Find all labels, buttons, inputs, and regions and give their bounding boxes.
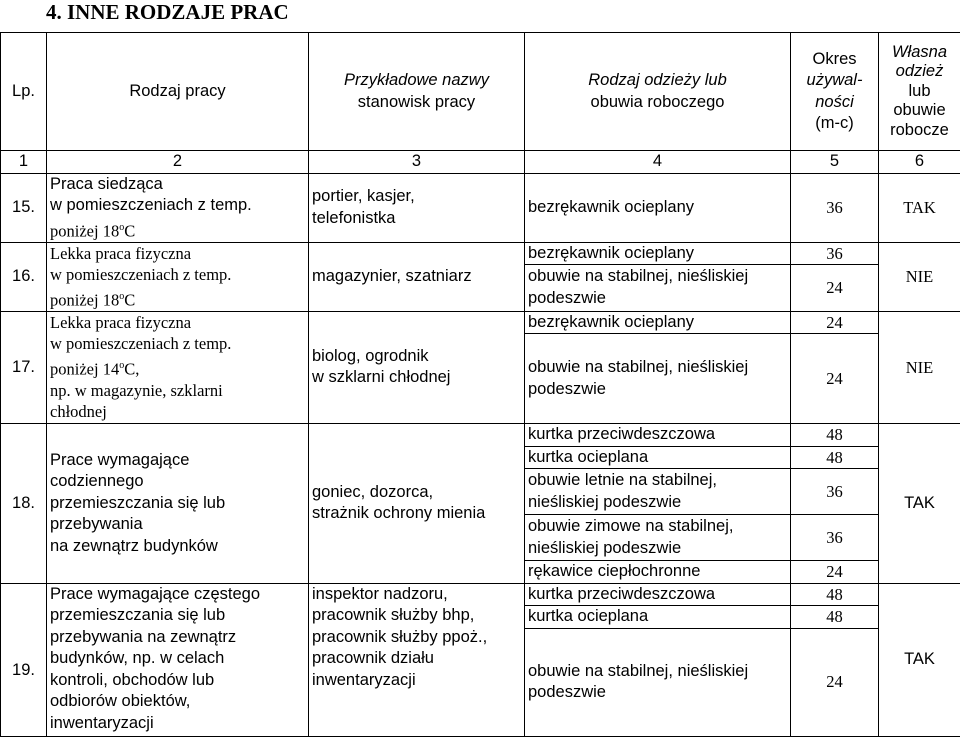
row-months: 36 <box>791 173 879 242</box>
row-months: 36 <box>791 469 879 515</box>
row-wlasna: TAK <box>879 173 960 242</box>
table-row <box>1 424 960 447</box>
rodzaj-line: chłodnej <box>50 402 107 422</box>
column-number-row <box>1 151 960 174</box>
header-wlasna-line: lub <box>908 81 931 100</box>
clothing-table <box>0 32 960 737</box>
row-lp: 17. <box>1 311 47 424</box>
table-row <box>1 242 960 265</box>
row-item: obuwie zimowe na stabilnej, nieśliskiej podeszwie <box>525 515 791 561</box>
rodzaj-line: inwentaryzacji <box>50 713 154 732</box>
header-okres <box>791 33 879 151</box>
header-odziez-line: obuwia roboczego <box>590 92 725 111</box>
rodzaj-line: przemieszczania się lub <box>50 493 226 512</box>
row-wlasna: TAK <box>879 583 960 736</box>
table-row <box>1 173 960 242</box>
stanowisko-line: strażnik ochrony mienia <box>312 504 486 523</box>
row-item: bezrękawnik ocieplany <box>525 311 791 334</box>
stanowisko-line: biolog, ogrodnik <box>312 346 429 365</box>
row-item: kurtka przeciwdeszczowa <box>525 583 791 606</box>
stanowisko-line: pracownik służby ppoż., <box>312 627 488 646</box>
row-months: 48 <box>791 583 879 606</box>
stanowisko-line: portier, kasjer, <box>312 187 415 205</box>
row-lp: 16. <box>1 242 47 311</box>
stanowisko-line: inwentaryzacji <box>312 670 416 689</box>
rodzaj-temp: poniżej 14 <box>50 359 120 379</box>
row-stanowiska <box>309 424 525 584</box>
header-stanowiska-line: stanowisk pracy <box>357 92 476 111</box>
rodzaj-line: Praca siedząca <box>50 174 163 193</box>
rodzaj-line: odbiorów obiektów, <box>50 692 191 710</box>
header-odziez-line: Rodzaj odzieży lub <box>588 71 727 89</box>
rodzaj-unit: C <box>124 221 136 240</box>
rodzaj-unit: C <box>124 290 136 309</box>
row-item: bezrękawnik ocieplany <box>525 242 791 265</box>
row-lp: 19. <box>1 583 47 736</box>
stanowisko-line: inspektor nadzoru, <box>312 584 448 603</box>
header-odziez <box>525 33 791 151</box>
rodzaj-line: w pomieszczeniach z temp. <box>50 334 232 354</box>
row-rodzaj <box>47 311 309 424</box>
header-wlasna-line: robocze <box>890 120 949 139</box>
row-rodzaj <box>47 242 309 311</box>
stanowisko-line: goniec, dozorca, <box>312 482 434 501</box>
stanowisko-line: telefonistka <box>312 208 396 227</box>
rodzaj-line: na zewnątrz budynków <box>50 536 218 555</box>
row-stanowiska: magazynier, szatniarz <box>309 242 525 311</box>
rodzaj-temp: poniżej 18 <box>50 290 120 309</box>
stanowisko-line: pracownik działu <box>312 649 434 667</box>
row-item: bezrękawnik ocieplany <box>525 173 791 242</box>
header-okres-line: ności <box>815 92 854 111</box>
row-months: 36 <box>791 515 879 561</box>
header-stanowiska-line: Przykładowe nazwy <box>344 71 489 89</box>
table-row <box>1 583 960 606</box>
header-wlasna-line: Własna <box>891 42 948 61</box>
header-rodzaj-pracy: Rodzaj pracy <box>47 33 309 151</box>
rodzaj-line: przemieszczania się lub <box>50 606 226 624</box>
row-wlasna: NIE <box>879 242 960 311</box>
header-stanowiska <box>309 33 525 151</box>
header-wlasna-line: odzież <box>895 62 944 81</box>
rodzaj-line: Prace wymagające częstego <box>50 584 261 603</box>
row-months: 48 <box>791 446 879 469</box>
rodzaj-line: poniżej 18$^o$C <box>50 221 136 240</box>
row-lp: 15. <box>1 173 47 242</box>
stanowisko-line: pracownik służby bhp, <box>312 606 475 624</box>
header-okres-line: używal- <box>806 71 863 89</box>
row-months: 24 <box>791 311 879 334</box>
rodzaj-line: Prace wymagające <box>50 450 190 469</box>
rodzaj-line: przebywania <box>50 515 143 533</box>
header-wlasna-line: obuwie <box>893 101 946 120</box>
row-stanowiska <box>309 173 525 242</box>
rodzaj-line: budynków, np. w celach <box>50 649 225 667</box>
rodzaj-line: Lekka praca fizyczna <box>50 312 192 332</box>
row-item: obuwie letnie na stabilnej, nieśliskiej podeszwie <box>525 469 791 515</box>
header-row <box>1 33 960 151</box>
column-number: 1 <box>1 151 47 174</box>
rodzaj-line: w pomieszczeniach z temp. <box>50 196 252 214</box>
rodzaj-line: Lekka praca fizyczna <box>50 243 192 263</box>
rodzaj-temp: poniżej 18 <box>50 221 120 240</box>
rodzaj-line: poniżej 18$^o$C <box>50 290 136 309</box>
row-months: 24 <box>791 265 879 311</box>
row-wlasna: NIE <box>879 311 960 424</box>
row-months: 48 <box>791 424 879 447</box>
row-wlasna: TAK <box>879 424 960 584</box>
row-item: rękawice ciepłochronne <box>525 561 791 584</box>
row-item: kurtka przeciwdeszczowa <box>525 424 791 447</box>
row-rodzaj <box>47 424 309 584</box>
rodzaj-line: przebywania na zewnątrz <box>50 627 237 646</box>
rodzaj-line: np. w magazynie, szklarni <box>50 380 223 400</box>
section-title: 4. INNE RODZAJE PRAC <box>46 0 289 24</box>
header-lp: Lp. <box>1 33 47 151</box>
rodzaj-line: poniżej 14$^o$C, <box>50 359 140 379</box>
column-number: 5 <box>791 151 879 174</box>
row-item: obuwie na stabilnej, nieśliskiej podeszwie <box>525 265 791 311</box>
row-stanowiska <box>309 583 525 736</box>
column-number: 3 <box>309 151 525 174</box>
row-item: obuwie na stabilnej, nieśliskiej podeszwie <box>525 628 791 736</box>
table-row <box>1 311 960 334</box>
rodzaj-line: codziennego <box>50 472 144 490</box>
stanowisko-line: w szklarni chłodnej <box>312 368 451 387</box>
row-item: kurtka ocieplana <box>525 446 791 469</box>
header-okres-line: Okres <box>812 49 857 68</box>
header-wlasna <box>879 33 960 151</box>
row-item: kurtka ocieplana <box>525 606 791 629</box>
row-months: 24 <box>791 561 879 584</box>
row-months: 24 <box>791 628 879 736</box>
row-stanowiska <box>309 311 525 424</box>
row-months: 48 <box>791 606 879 629</box>
column-number: 6 <box>879 151 960 174</box>
header-okres-line: (m-c) <box>815 114 854 132</box>
column-number: 4 <box>525 151 791 174</box>
rodzaj-line: kontroli, obchodów lub <box>50 670 215 689</box>
rodzaj-line: w pomieszczeniach z temp. <box>50 265 232 284</box>
row-months: 36 <box>791 242 879 265</box>
row-months: 24 <box>791 334 879 424</box>
row-rodzaj <box>47 173 309 242</box>
column-number: 2 <box>47 151 309 174</box>
rodzaj-unit: C, <box>124 359 140 379</box>
row-lp: 18. <box>1 424 47 584</box>
row-rodzaj <box>47 583 309 736</box>
row-item: obuwie na stabilnej, nieśliskiej podeszwie <box>525 334 791 424</box>
